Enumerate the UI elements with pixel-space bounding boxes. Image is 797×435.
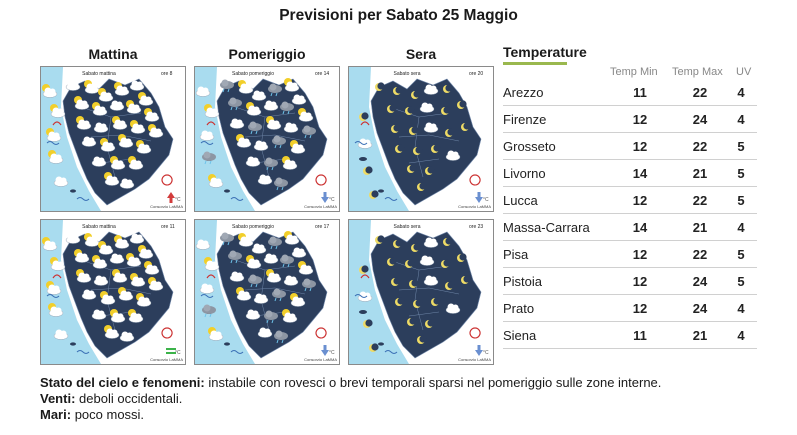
map-label: Sabato sera	[393, 71, 421, 77]
temp-min-value: 12	[632, 274, 648, 289]
city-name: Pisa	[503, 247, 529, 262]
table-row	[503, 268, 757, 295]
temp-min-value: 14	[632, 166, 648, 181]
degree-label: °C	[329, 350, 335, 356]
giglio-island	[70, 342, 76, 345]
giglio-island	[224, 342, 230, 345]
city-name: Massa-Carrara	[503, 220, 590, 235]
map-credit: Consorzio LaMMA	[304, 204, 337, 209]
temp-min-value: 11	[633, 85, 647, 100]
temp-min-value: 14	[632, 220, 648, 235]
table-row	[503, 79, 757, 106]
temp-max-value: 22	[692, 85, 708, 100]
map-time: ore 11	[161, 224, 175, 230]
weather-map[interactable]	[40, 219, 186, 365]
giglio-island	[70, 189, 76, 192]
city-name: Grosseto	[503, 139, 556, 154]
degree-label: °C	[483, 197, 489, 203]
elba-island	[359, 310, 367, 314]
weather-map-graphic	[349, 220, 493, 364]
weather-map[interactable]	[194, 219, 340, 365]
table-row	[503, 187, 757, 214]
city-name: Firenze	[503, 112, 547, 127]
degree-label: °C	[175, 350, 181, 356]
temp-max-value: 21	[692, 328, 708, 343]
weather-map-graphic	[41, 220, 185, 364]
map-label: Sabato pomeriggio	[232, 71, 274, 77]
map-time: ore 23	[469, 224, 484, 230]
sea-text: poco mossi.	[74, 407, 145, 422]
weather-map[interactable]	[348, 66, 494, 212]
degree-label: °C	[175, 197, 181, 203]
temperature-title-underline	[503, 62, 567, 65]
uv-value: 4	[737, 85, 745, 100]
city-name: Livorno	[503, 166, 546, 181]
city-name: Prato	[503, 301, 535, 316]
temperature-title: Temperature	[503, 44, 587, 60]
wind-text: deboli occidentali.	[79, 391, 183, 406]
temp-min-value: 12	[632, 112, 648, 127]
weather-map-graphic	[349, 67, 493, 211]
map-credit: Consorzio LaMMA	[458, 204, 491, 209]
map-label: Sabato sera	[393, 224, 421, 230]
map-credit: Consorzio LaMMA	[150, 204, 183, 209]
column-header-mattina: Mattina	[88, 46, 138, 62]
table-row	[503, 160, 757, 187]
uv-value: 5	[737, 166, 745, 181]
map-label: Sabato mattina	[82, 71, 116, 77]
map-time: ore 17	[315, 224, 330, 230]
sky-text: instabile con rovesci o brevi temporali sparsi nel pomeriggio sulle zone interne.	[208, 375, 662, 390]
temp-max-value: 22	[692, 247, 708, 262]
temp-max-value: 24	[692, 274, 708, 289]
map-time: ore 14	[315, 71, 330, 77]
giglio-island	[378, 342, 384, 345]
table-row	[503, 106, 757, 133]
map-time: ore 20	[469, 71, 484, 77]
city-name: Siena	[503, 328, 537, 343]
degree-label: °C	[483, 350, 489, 356]
uv-value: 4	[737, 112, 745, 127]
table-row	[503, 214, 757, 241]
map-time: ore 8	[161, 71, 173, 77]
header-uv: UV	[736, 66, 752, 78]
sea-forecast	[40, 407, 144, 422]
degree-label: °C	[329, 197, 335, 203]
sky-label: Stato del cielo e fenomeni:	[40, 375, 205, 390]
uv-value: 5	[737, 139, 745, 154]
page-title: Previsioni per Sabato 25 Maggio	[279, 7, 518, 24]
city-name: Arezzo	[503, 85, 544, 100]
temp-max-value: 21	[692, 220, 708, 235]
uv-value: 5	[737, 247, 745, 262]
giglio-island	[378, 189, 384, 192]
weather-map-graphic	[195, 220, 339, 364]
temp-max-value: 24	[692, 301, 708, 316]
weather-map[interactable]	[40, 66, 186, 212]
table-row	[503, 241, 757, 268]
giglio-island	[224, 189, 230, 192]
wind-label: Venti:	[40, 391, 76, 406]
temp-min-value: 12	[632, 247, 648, 262]
uv-value: 4	[737, 328, 745, 343]
header-temp-max: Temp Max	[672, 66, 723, 78]
column-header-pomeriggio: Pomeriggio	[228, 46, 306, 62]
weather-map[interactable]	[194, 66, 340, 212]
column-header-sera: Sera	[405, 46, 437, 62]
uv-value: 4	[737, 301, 745, 316]
sky-forecast	[40, 375, 661, 390]
map-credit: Consorzio LaMMA	[150, 357, 183, 362]
weather-map-graphic	[195, 67, 339, 211]
map-label: Sabato pomeriggio	[232, 224, 274, 230]
temp-max-value: 24	[692, 112, 708, 127]
uv-value: 5	[737, 274, 745, 289]
city-name: Pistoia	[503, 274, 543, 289]
table-row	[503, 322, 757, 349]
uv-value: 4	[737, 220, 745, 235]
temp-min-value: 11	[633, 328, 647, 343]
sea-label: Mari:	[40, 407, 72, 422]
temp-max-value: 21	[692, 166, 708, 181]
wind-forecast	[40, 391, 182, 406]
temp-min-value: 12	[632, 301, 648, 316]
weather-map-graphic	[41, 67, 185, 211]
table-row	[503, 133, 757, 160]
city-name: Lucca	[503, 193, 538, 208]
header-temp-min: Temp Min	[610, 66, 658, 78]
uv-value: 5	[737, 193, 745, 208]
temp-max-value: 22	[692, 193, 708, 208]
table-row	[503, 295, 757, 322]
weather-map[interactable]	[348, 219, 494, 365]
temp-min-value: 12	[632, 139, 648, 154]
temp-max-value: 22	[692, 139, 708, 154]
elba-island	[359, 157, 367, 161]
map-credit: Consorzio LaMMA	[458, 357, 491, 362]
map-credit: Consorzio LaMMA	[304, 357, 337, 362]
map-label: Sabato mattina	[82, 224, 116, 230]
temp-min-value: 12	[632, 193, 648, 208]
